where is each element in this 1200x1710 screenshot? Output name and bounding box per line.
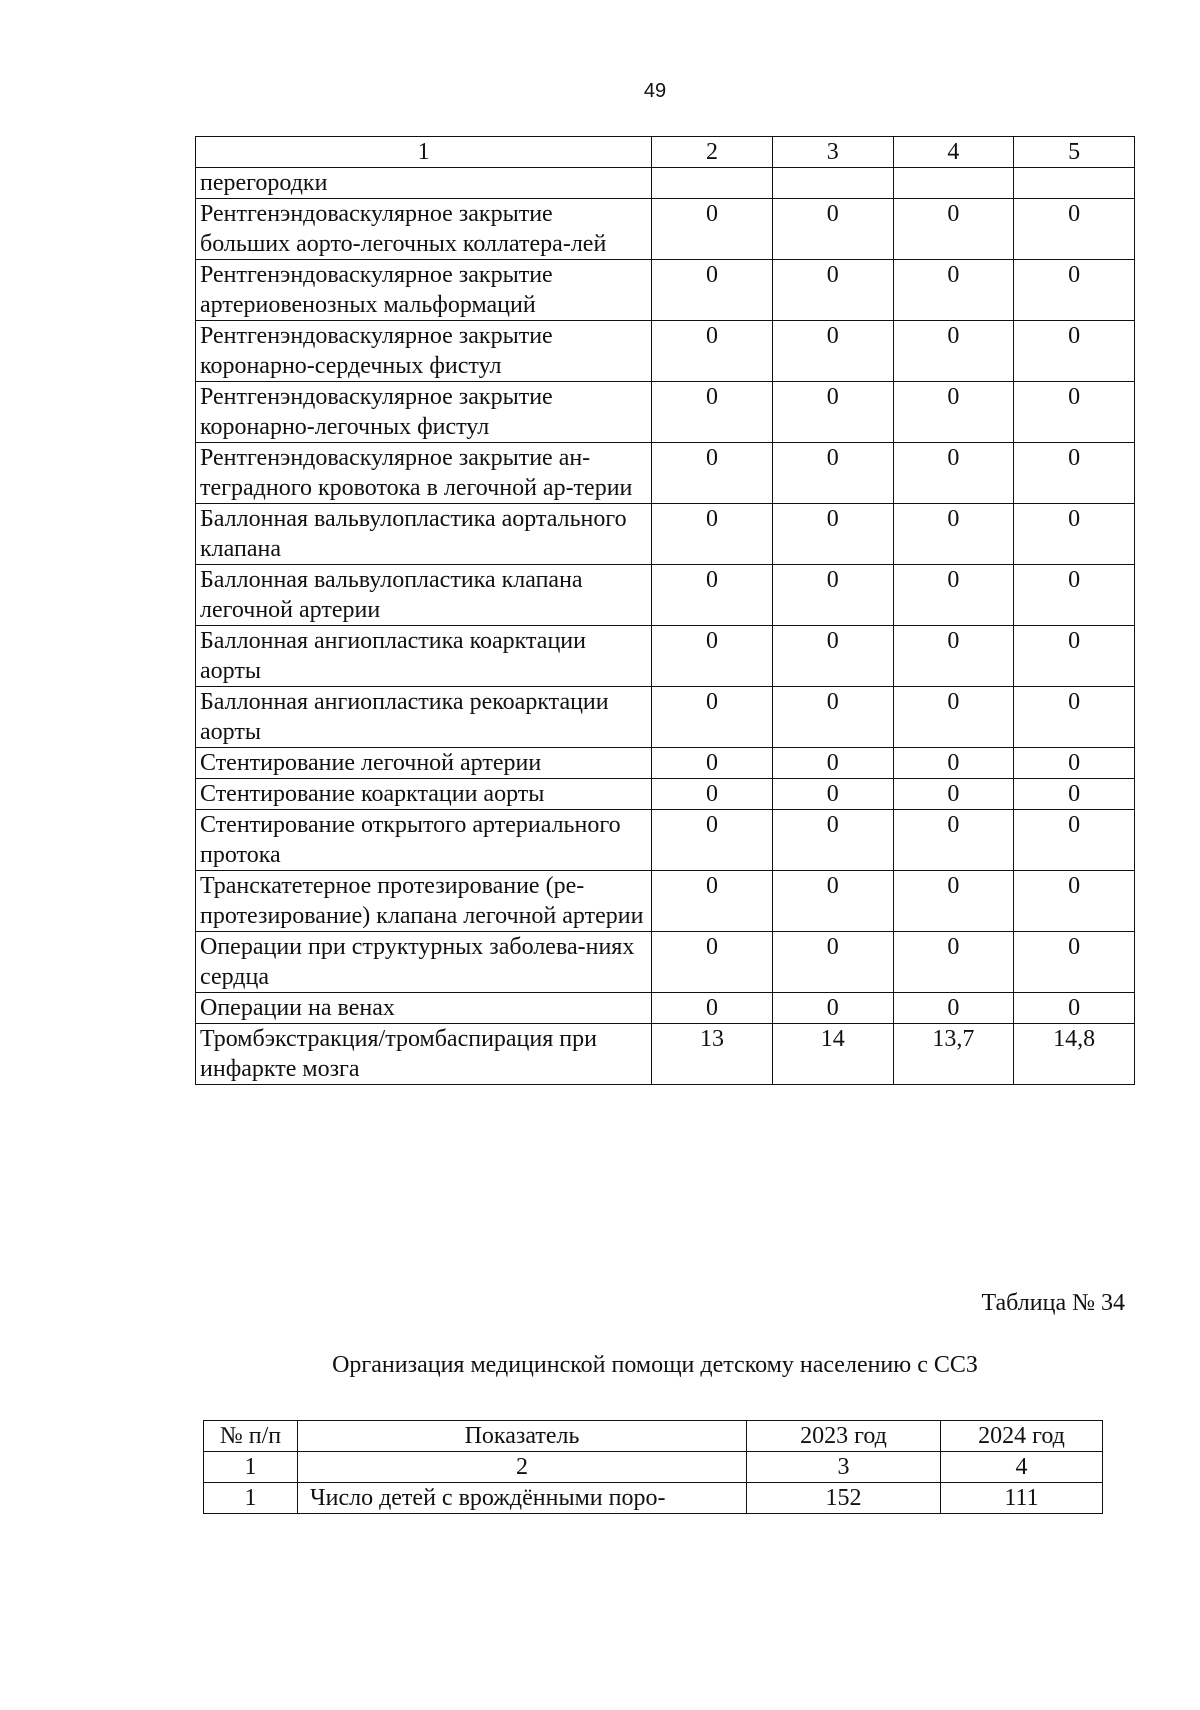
- procedure-name: Стентирование легочной артерии: [196, 748, 652, 779]
- value-cell: 0: [772, 810, 893, 871]
- value-cell: 0: [1014, 321, 1135, 382]
- procedure-name: Операции на венах: [196, 993, 652, 1024]
- value-cell: 0: [893, 687, 1014, 748]
- value-cell: 13: [652, 1024, 773, 1085]
- value-cell: [652, 168, 773, 199]
- procedure-name: Рентгенэндоваскулярное закрытие больших аорто-легочных коллатера-лей: [196, 199, 652, 260]
- column-header: 2023 год: [747, 1421, 941, 1452]
- procedure-name: Рентгенэндоваскулярное закрытие коронарно-сердечных фистул: [196, 321, 652, 382]
- value-cell: 0: [893, 565, 1014, 626]
- table-row: [196, 810, 1135, 871]
- value-cell: 0: [772, 932, 893, 993]
- table-row: [196, 504, 1135, 565]
- value-cell: 0: [893, 932, 1014, 993]
- table-row: [196, 443, 1135, 504]
- value-cell: 0: [772, 779, 893, 810]
- table-row: [196, 779, 1135, 810]
- value-cell: 0: [772, 993, 893, 1024]
- table-row: [196, 199, 1135, 260]
- value-cell: 0: [893, 443, 1014, 504]
- value-cell: 0: [652, 260, 773, 321]
- procedure-name: Баллонная вальвулопластика клапана легочной артерии: [196, 565, 652, 626]
- value-cell: 0: [772, 626, 893, 687]
- procedure-name: Стентирование коарктации аорты: [196, 779, 652, 810]
- value-cell: 0: [652, 626, 773, 687]
- value-cell: 0: [652, 748, 773, 779]
- procedure-name: Операции при структурных заболева-ниях сердца: [196, 932, 652, 993]
- column-header: № п/п: [204, 1421, 298, 1452]
- procedure-name: Рентгенэндоваскулярное закрытие коронарно-легочных фистул: [196, 382, 652, 443]
- value-cell: 0: [893, 504, 1014, 565]
- value-cell: 0: [893, 779, 1014, 810]
- value-cell: 0: [1014, 687, 1135, 748]
- value-2023: 152: [747, 1483, 941, 1514]
- column-header: 2: [652, 137, 773, 168]
- table-index-row: [204, 1452, 1103, 1483]
- table-title: Организация медицинской помощи детскому населению с ССЗ: [332, 1352, 978, 1378]
- value-cell: 0: [893, 748, 1014, 779]
- table-row: [196, 382, 1135, 443]
- value-cell: 0: [1014, 932, 1135, 993]
- value-cell: 0: [893, 993, 1014, 1024]
- table-row: [196, 260, 1135, 321]
- table-row: [196, 626, 1135, 687]
- value-cell: 0: [652, 687, 773, 748]
- value-cell: 0: [1014, 626, 1135, 687]
- value-cell: 0: [1014, 260, 1135, 321]
- index-cell: 2: [298, 1452, 747, 1483]
- value-cell: 0: [652, 199, 773, 260]
- value-cell: 0: [1014, 504, 1135, 565]
- column-header: 1: [196, 137, 652, 168]
- procedure-name: Рентгенэндоваскулярное закрытие ан-теградного кровотока в легочной ар-терии: [196, 443, 652, 504]
- procedure-name: перегородки: [196, 168, 652, 199]
- value-cell: 0: [772, 199, 893, 260]
- value-cell: 0: [652, 382, 773, 443]
- value-2024: 111: [941, 1483, 1103, 1514]
- value-cell: 0: [1014, 779, 1135, 810]
- table-header-row: [196, 137, 1135, 168]
- table-row: [196, 565, 1135, 626]
- page-number: 49: [643, 80, 667, 102]
- procedure-name: Транскатетерное протезирование (ре-протезирование) клапана легочной артерии: [196, 871, 652, 932]
- table-row: [196, 748, 1135, 779]
- value-cell: 0: [772, 871, 893, 932]
- index-cell: 1: [204, 1452, 298, 1483]
- value-cell: 0: [772, 504, 893, 565]
- value-cell: 0: [893, 260, 1014, 321]
- value-cell: 0: [772, 565, 893, 626]
- value-cell: 0: [652, 443, 773, 504]
- index-cell: 4: [941, 1452, 1103, 1483]
- value-cell: 13,7: [893, 1024, 1014, 1085]
- value-cell: 0: [893, 199, 1014, 260]
- value-cell: 0: [893, 871, 1014, 932]
- value-cell: [1014, 168, 1135, 199]
- value-cell: 0: [1014, 382, 1135, 443]
- procedure-name: Баллонная вальвулопластика аортального клапана: [196, 504, 652, 565]
- table-row: [196, 993, 1135, 1024]
- table-row: [196, 168, 1135, 199]
- procedure-name: Рентгенэндоваскулярное закрытие артериовенозных мальформаций: [196, 260, 652, 321]
- value-cell: 0: [1014, 748, 1135, 779]
- value-cell: 0: [652, 993, 773, 1024]
- value-cell: 14,8: [1014, 1024, 1135, 1085]
- column-header: Показатель: [298, 1421, 747, 1452]
- value-cell: 0: [893, 626, 1014, 687]
- value-cell: [893, 168, 1014, 199]
- children-care-table: [203, 1420, 1103, 1514]
- value-cell: 0: [652, 932, 773, 993]
- row-number: 1: [204, 1483, 298, 1514]
- table-row: [204, 1483, 1103, 1514]
- value-cell: 0: [652, 779, 773, 810]
- value-cell: 0: [652, 565, 773, 626]
- table-header-row: [204, 1421, 1103, 1452]
- value-cell: 0: [893, 321, 1014, 382]
- procedure-name: Тромбэкстракция/тромбаспирация при инфаркте мозга: [196, 1024, 652, 1085]
- table-row: [196, 321, 1135, 382]
- table-row: [196, 932, 1135, 993]
- table-row: [196, 1024, 1135, 1085]
- value-cell: 0: [652, 871, 773, 932]
- value-cell: 0: [893, 382, 1014, 443]
- value-cell: 0: [1014, 199, 1135, 260]
- value-cell: 0: [772, 260, 893, 321]
- value-cell: 0: [772, 382, 893, 443]
- value-cell: 0: [772, 321, 893, 382]
- table-row: [196, 687, 1135, 748]
- value-cell: 0: [1014, 565, 1135, 626]
- procedure-name: Баллонная ангиопластика коарктации аорты: [196, 626, 652, 687]
- table-caption: Таблица № 34: [981, 1290, 1125, 1316]
- value-cell: 0: [652, 504, 773, 565]
- value-cell: 14: [772, 1024, 893, 1085]
- column-header: 2024 год: [941, 1421, 1103, 1452]
- procedure-name: Стентирование открытого артериального протока: [196, 810, 652, 871]
- column-header: 4: [893, 137, 1014, 168]
- value-cell: 0: [1014, 993, 1135, 1024]
- table-row: [196, 871, 1135, 932]
- procedure-name: Баллонная ангиопластика рекоарктации аорты: [196, 687, 652, 748]
- value-cell: 0: [1014, 871, 1135, 932]
- column-header: 5: [1014, 137, 1135, 168]
- value-cell: 0: [652, 321, 773, 382]
- value-cell: 0: [772, 443, 893, 504]
- value-cell: 0: [772, 748, 893, 779]
- value-cell: 0: [772, 687, 893, 748]
- value-cell: 0: [893, 810, 1014, 871]
- value-cell: 0: [1014, 810, 1135, 871]
- row-indicator: Число детей с врождёнными поро-: [298, 1483, 747, 1514]
- value-cell: [772, 168, 893, 199]
- column-header: 3: [772, 137, 893, 168]
- value-cell: 0: [652, 810, 773, 871]
- procedures-table: [195, 136, 1135, 1085]
- index-cell: 3: [747, 1452, 941, 1483]
- value-cell: 0: [1014, 443, 1135, 504]
